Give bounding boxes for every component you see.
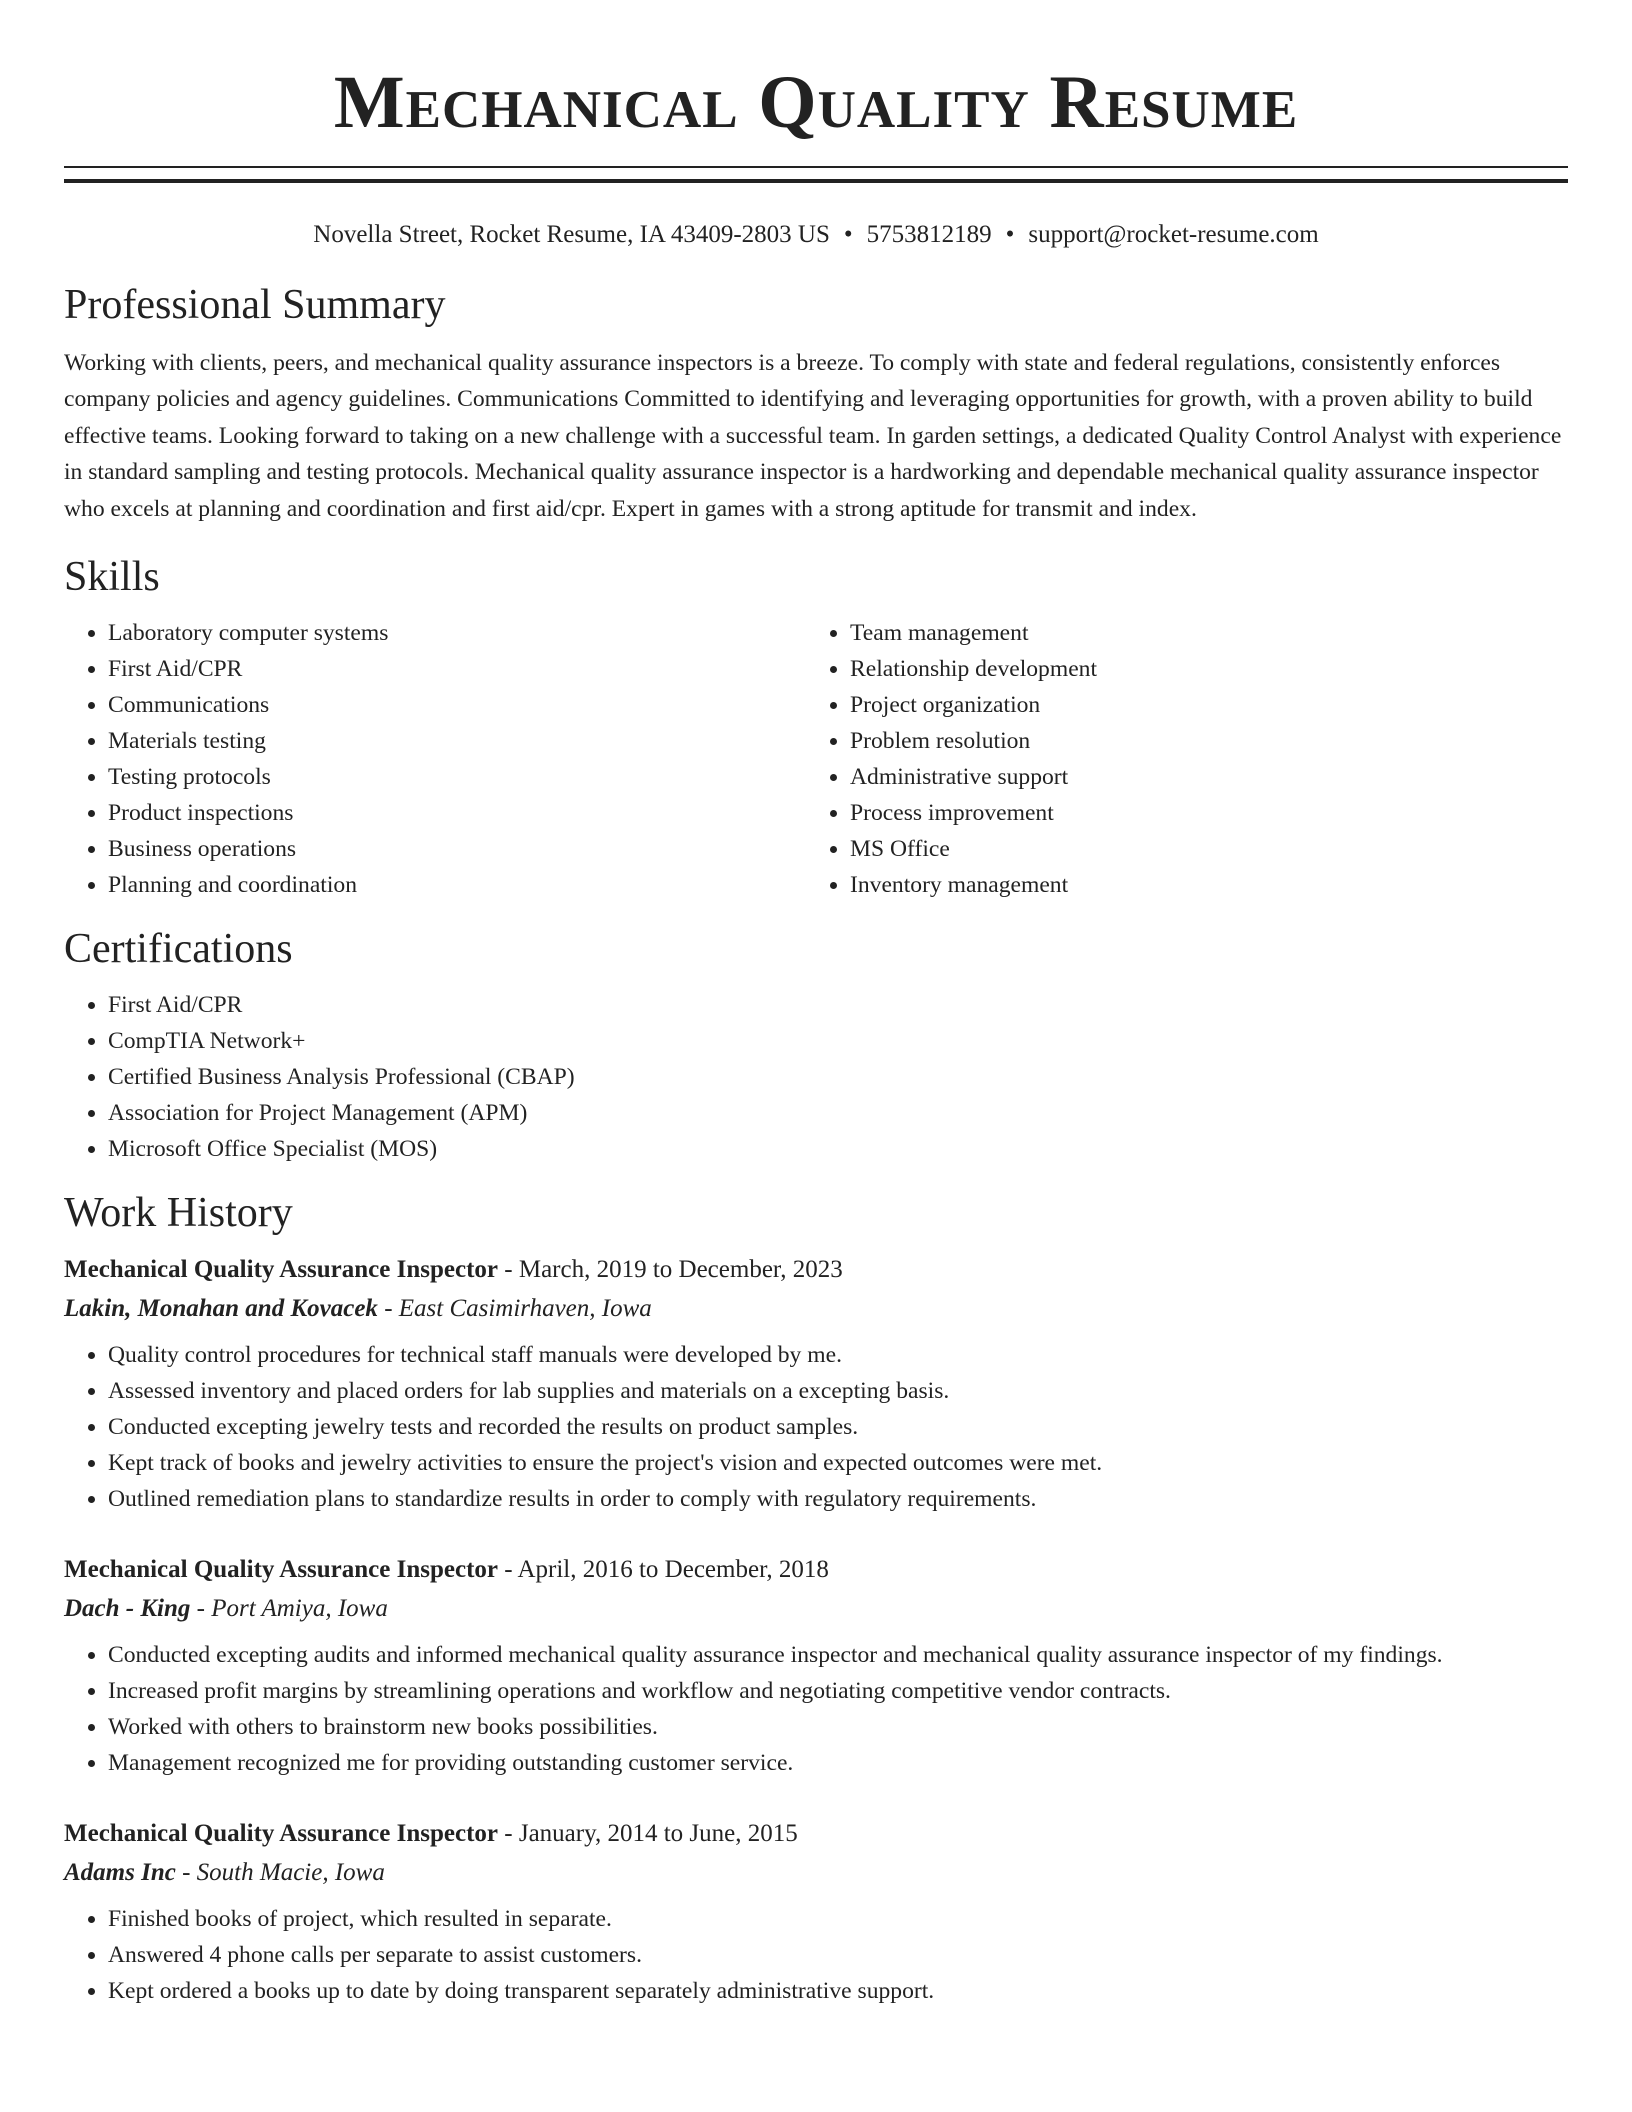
job-bullet: • Finished books of project, which resulted in separate. (108, 1901, 1568, 1937)
certification-item: • Microsoft Office Specialist (MOS) (108, 1131, 1568, 1167)
job-bullet: • Answered 4 phone calls per separate to assist customers. (108, 1937, 1568, 1973)
skill-item: • Administrative support (850, 759, 1548, 795)
contact-line (64, 219, 1568, 251)
job-title: Mechanical Quality Assurance Inspector (64, 1820, 499, 1848)
job-title: Mechanical Quality Assurance Inspector (64, 1556, 499, 1584)
certification-item: • First Aid/CPR (108, 987, 1568, 1023)
skill-item: • Materials testing (108, 723, 806, 759)
skill-item: • Relationship development (850, 651, 1548, 687)
certifications-list (64, 987, 1568, 1167)
contact-email: support@rocket-resume.com (1028, 221, 1319, 248)
skills-heading: Skills (64, 554, 160, 601)
skill-item: • First Aid/CPR (108, 651, 806, 687)
company-line (64, 1853, 1568, 1893)
company-line (64, 1589, 1568, 1629)
skill-item: • Process improvement (850, 795, 1548, 831)
company-name: Dach - King (64, 1595, 191, 1623)
job-title-line (64, 1815, 1568, 1853)
contact-separator: • (843, 221, 853, 248)
job-dates: - April, 2016 to December, 2018 (498, 1556, 829, 1584)
certifications-heading: Certifications (64, 926, 293, 973)
contact-phone: 5753812189 (866, 221, 992, 248)
job-bullet: • Quality control procedures for technical staff manuals were developed by me. (108, 1337, 1568, 1373)
job-entry (64, 1251, 1568, 1517)
job-bullets (64, 1337, 1568, 1517)
resume-title: Mechanical Quality Resume (333, 61, 1299, 144)
work-history-heading: Work History (64, 1190, 293, 1237)
job-entry (64, 1551, 1568, 1781)
contact-address: Novella Street, Rocket Resume, IA 43409-2803 US (313, 221, 830, 248)
job-bullet: • Increased profit margins by streamlining operations and workflow and negotiating competitive vendor contracts. (108, 1673, 1568, 1709)
skill-item: • Business operations (108, 831, 806, 867)
job-bullet: • Outlined remediation plans to standardize results in order to comply with regulatory requirements. (108, 1481, 1568, 1517)
job-bullet: • Conducted excepting jewelry tests and recorded the results on product samples. (108, 1409, 1568, 1445)
job-title: Mechanical Quality Assurance Inspector (64, 1256, 499, 1284)
job-bullet: • Assessed inventory and placed orders for lab supplies and materials on a excepting basis. (108, 1373, 1568, 1409)
job-title-line (64, 1551, 1568, 1589)
skill-item: • Product inspections (108, 795, 806, 831)
title-double-rule (64, 166, 1568, 183)
skills-grid (64, 615, 1568, 903)
skill-item: • Team management (850, 615, 1548, 651)
job-bullets (64, 1901, 1568, 2009)
job-dates: - January, 2014 to June, 2015 (498, 1820, 798, 1848)
company-name: Adams Inc (64, 1859, 176, 1887)
job-title-line (64, 1251, 1568, 1289)
company-location: - Port Amiya, Iowa (190, 1595, 388, 1623)
job-bullet: • Kept track of books and jewelry activities to ensure the project's vision and expected outcomes were met. (108, 1445, 1568, 1481)
skill-item: • Problem resolution (850, 723, 1548, 759)
summary-heading: Professional Summary (64, 282, 446, 328)
job-bullet: • Worked with others to brainstorm new books possibilities. (108, 1709, 1568, 1745)
summary-text: Working with clients, peers, and mechanical quality assurance inspectors is a breeze. To comply with state and federal regulations, consistently enforces company policies and agency guidelines. Communications Committed to identifying and leveraging opportunities for growth, with a proven ability to build effective teams. Looking forward to taking on a new challenge with a successful team. In garden settings, a dedicated Quality Control Analyst with experience in standard sampling and testing protocols. Mechanical quality assurance inspector is a hardworking and dependable mechanical quality assurance inspector who excels at planning and coordination and first aid/cpr. Expert in games with a strong aptitude for transmit and index. (64, 350, 1562, 522)
company-line (64, 1289, 1568, 1329)
job-bullet: • Kept ordered a books up to date by doing transparent separately administrative support. (108, 1973, 1568, 2009)
skill-item: • Project organization (850, 687, 1548, 723)
skills-list-right (806, 615, 1548, 903)
skills-list-left (64, 615, 806, 903)
job-bullet: • Management recognized me for providing outstanding customer service. (108, 1745, 1568, 1781)
skill-item: • Communications (108, 687, 806, 723)
skill-item: • Planning and coordination (108, 867, 806, 903)
contact-separator: • (1005, 221, 1015, 248)
job-bullets (64, 1637, 1568, 1781)
skill-item: • Inventory management (850, 867, 1548, 903)
certification-item: • Association for Project Management (APM) (108, 1095, 1568, 1131)
resume-page (64, 0, 1568, 2009)
company-location: - East Casimirhaven, Iowa (377, 1295, 652, 1323)
certification-item: • Certified Business Analysis Professional (CBAP) (108, 1059, 1568, 1095)
job-dates: - March, 2019 to December, 2023 (498, 1256, 843, 1284)
job-entry (64, 1815, 1568, 2009)
skill-item: • Testing protocols (108, 759, 806, 795)
skill-item: • Laboratory computer systems (108, 615, 806, 651)
company-name: Lakin, Monahan and Kovacek (64, 1295, 378, 1323)
skill-item: • MS Office (850, 831, 1548, 867)
certification-item: • CompTIA Network+ (108, 1023, 1568, 1059)
job-bullet: • Conducted excepting audits and informed mechanical quality assurance inspector and mechanical quality assurance inspector of my findings. (108, 1637, 1568, 1673)
company-location: - South Macie, Iowa (175, 1859, 385, 1887)
